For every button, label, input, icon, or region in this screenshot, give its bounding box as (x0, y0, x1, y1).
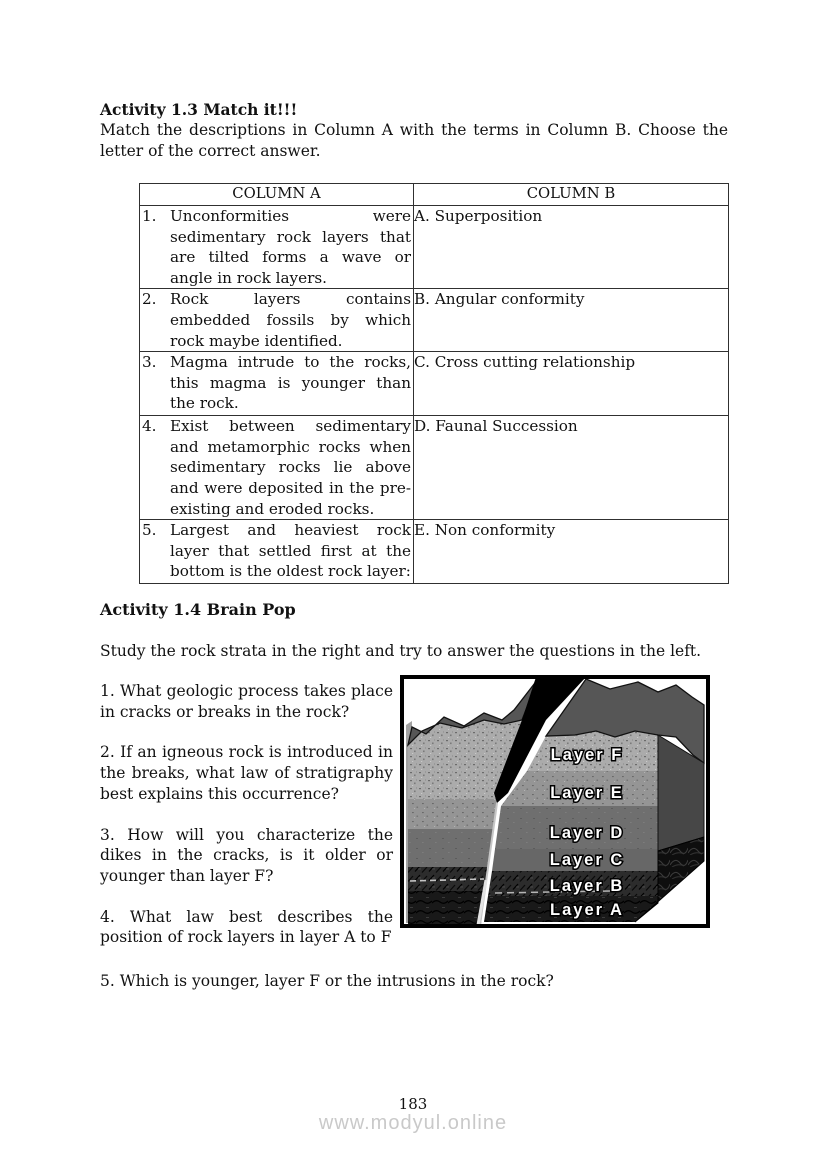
layer-e-label: Layer E (550, 784, 624, 802)
activity-1-3-title: Activity 1.3 Match it!!! (100, 100, 298, 119)
item-number: 2. (142, 290, 157, 309)
item-description: Exist between sedimentary and metamorphic rocks when sedimentary rocks lie above and were deposited in the pre-existing and eroded rocks. (170, 417, 411, 518)
layer-f-label: Layer F (550, 746, 624, 764)
question-4: 4. What law best describes the position of rock layers in layer A to F (100, 907, 393, 947)
table-row (140, 206, 729, 289)
rock-strata-diagram (400, 675, 710, 928)
question-3: 3. How will you characterize the dikes in the cracks, is it older or younger than layer F? (100, 825, 393, 885)
column-b-header: COLUMN B (414, 184, 729, 206)
item-number: 1. (142, 207, 157, 225)
term-option: D. Faunal Succession (414, 416, 729, 520)
table-header-row (140, 184, 729, 206)
watermark: www.modyul.online (318, 1112, 508, 1134)
item-description: Magma intrude to the rocks, this magma is younger than the rock. (170, 353, 411, 413)
term-option: C. Cross cutting relationship (414, 352, 729, 416)
item-description: Unconformities were sedimentary rock layers that are tilted forms a wave or angle in rock layers. (170, 207, 411, 287)
table-row (140, 289, 729, 352)
table-row (140, 520, 729, 584)
item-description: Largest and heaviest rock layer that settled first at the bottom is the oldest rock layer: (170, 521, 411, 581)
item-number: 4. (142, 417, 157, 436)
item-number: 3. (142, 353, 157, 372)
column-a-header: COLUMN A (140, 184, 414, 206)
activity-1-3-instructions: Match the descriptions in Column A with the terms in Column B. Choose the letter of the correct answer. (100, 121, 728, 160)
question-list (100, 681, 393, 968)
item-description: Rock layers contains embedded fossils by which rock maybe identified. (170, 290, 411, 350)
layer-d-label: Layer D (549, 824, 625, 842)
layer-b-label: Layer B (549, 877, 625, 895)
table-row (140, 352, 729, 416)
page-number: 183 (398, 1095, 428, 1113)
layer-a-label: Layer A (550, 901, 624, 919)
item-number: 5. (142, 521, 157, 540)
table-row (140, 416, 729, 520)
question-2: 2. If an igneous rock is introduced in the breaks, what law of stratigraphy best explains this occurrence? (100, 743, 393, 803)
question-1: 1. What geologic process takes place in cracks or breaks in the rock? (100, 682, 393, 721)
activity-1-4-title: Activity 1.4 Brain Pop (100, 600, 296, 619)
activity-1-4-instructions: Study the rock strata in the right and try to answer the questions in the left. (100, 642, 702, 660)
question-5: 5. Which is younger, layer F or the intrusions in the rock? (100, 972, 554, 990)
layer-c-label: Layer C (549, 851, 625, 869)
term-option: E. Non conformity (414, 520, 729, 584)
rock-strata-svg (400, 675, 710, 928)
term-option: B. Angular conformity (414, 289, 729, 352)
matching-table (139, 183, 729, 584)
term-option: A. Superposition (414, 206, 729, 289)
